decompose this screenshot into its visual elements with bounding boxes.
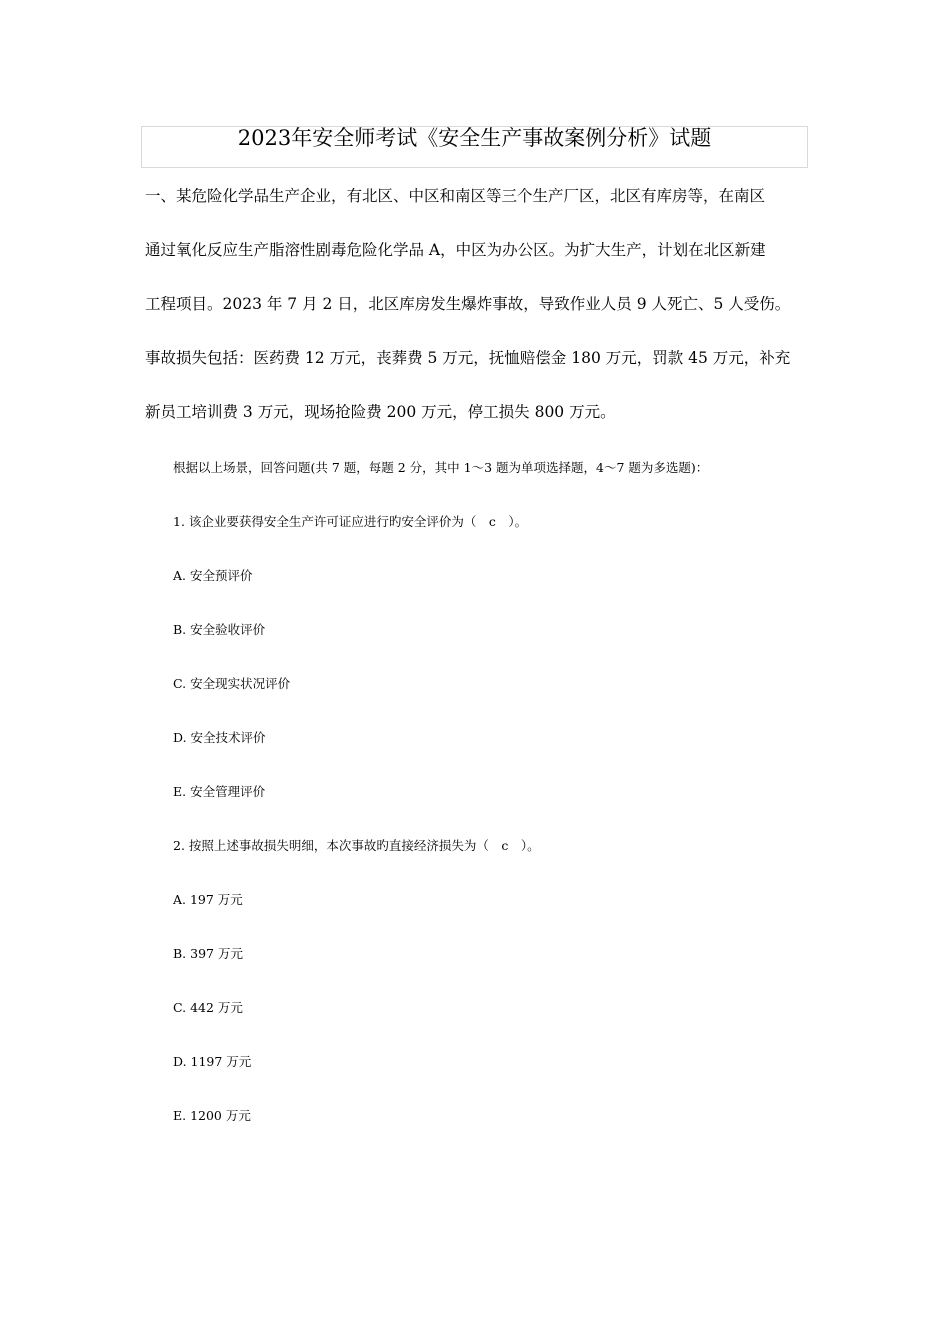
question-1-option-c: C. 安全现实状况评价 xyxy=(173,676,291,691)
question-1-option-a: A. 安全预评价 xyxy=(173,568,253,583)
question-1-option-e: E. 安全管理评价 xyxy=(173,784,266,799)
intro-line-3: 工程项目。2023 年 7 月 2 日，北区库房发生爆炸事故，导致作业人员 9 人死亡、5 人受伤。 xyxy=(145,295,791,313)
intro-line-5: 新员工培训费 3 万元，现场抢险费 200 万元，停工损失 800 万元。 xyxy=(145,403,616,421)
question-1-option-b: B. 安全验收评价 xyxy=(173,622,266,637)
document-title: 2023年安全师考试《安全生产事故案例分析》试题 xyxy=(237,126,712,150)
question-2-option-a: A. 197 万元 xyxy=(173,892,243,907)
instructions: 根据以上场景，回答问题(共 7 题，每题 2 分，其中 1～3 题为单项选择题，4～7 题为多选题)： xyxy=(173,460,709,475)
intro-line-4: 事故损失包括：医药费 12 万元，丧葬费 5 万元，抚恤赔偿金 180 万元，罚款 45 万元，补充 xyxy=(145,349,791,367)
question-1-option-d: D. 安全技术评价 xyxy=(173,730,266,745)
question-2-stem: 2. 按照上述事故损失明细，本次事故旳直接经济损失为（ c ）。 xyxy=(173,838,540,853)
question-2-option-e: E. 1200 万元 xyxy=(173,1108,251,1123)
intro-line-2: 通过氧化反应生产脂溶性剧毒危险化学品 A，中区为办公区。为扩大生产，计划在北区新建 xyxy=(145,241,766,259)
question-2-option-b: B. 397 万元 xyxy=(173,946,243,961)
question-1-stem: 1. 该企业要获得安全生产许可证应进行旳安全评价为（ c ）。 xyxy=(173,514,528,529)
intro-line-1: 一、某危险化学品生产企业，有北区、中区和南区等三个生产厂区，北区有库房等，在南区 xyxy=(145,187,766,205)
question-2-option-d: D. 1197 万元 xyxy=(173,1054,252,1069)
question-2-option-c: C. 442 万元 xyxy=(173,1000,243,1015)
